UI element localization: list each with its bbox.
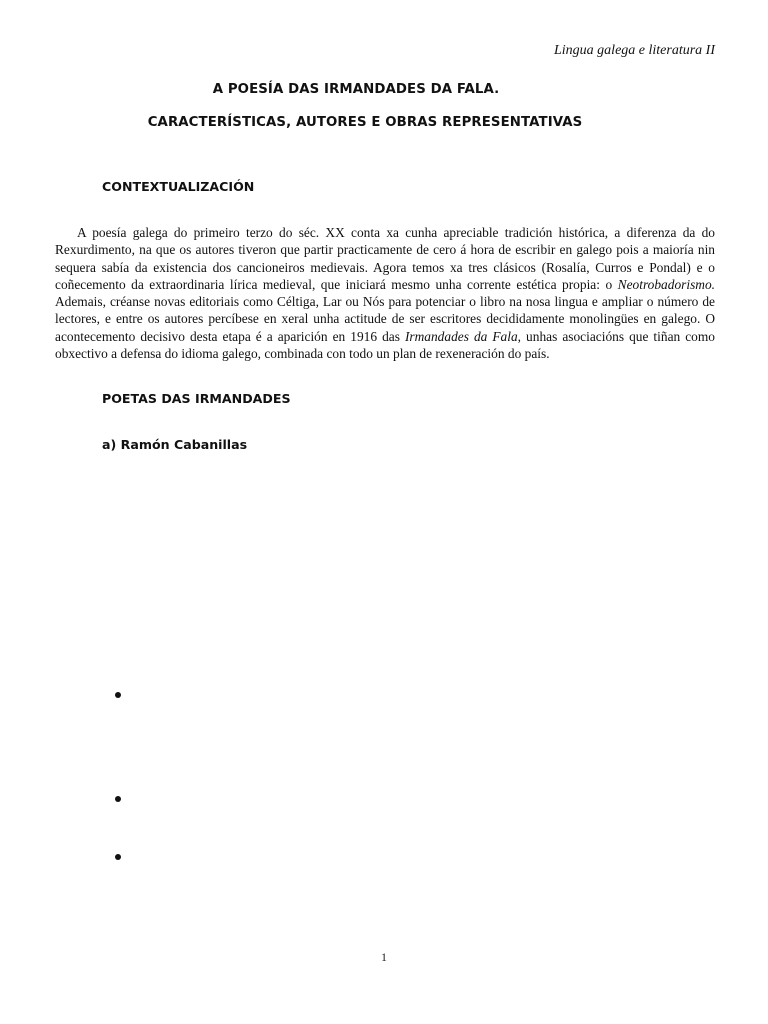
italic-neotrobadorismo: Neotrobadorismo. [617, 276, 715, 292]
context-paragraph [55, 224, 715, 362]
paragraph-text-3: , unhas asociacións que tiñan como obxectivo a defensa do idioma galego, combinada con todo un plan de rexeneración do país. [55, 328, 715, 362]
paragraph-text-1: A poesía galega do primeiro terzo do séc. XX conta xa cunha apreciable tradición histórica, a diferenza da do Rexurdimento, na que os autores tiveron que partir practicamente de cero á hora de escribir en galego pois a maioría nin sequera sabía da existencia dos cancioneiros medievais. Agora temos xa tres clásicos (Rosalía, Curros e Pondal) e o coñecemento da extraordinaria lírica medieval, que iniciará mesmo unha corrente estética propia: o [55, 225, 715, 292]
document-subtitle: CARACTERÍSTICAS, AUTORES E OBRAS REPRESENTATIVAS [147, 115, 583, 130]
bullet-point [115, 796, 121, 802]
page-number: 1 [381, 950, 387, 964]
section-heading-poetas: POETAS DAS IRMANDADES [102, 391, 291, 406]
section-heading-contextualizacion: CONTEXTUALIZACIÓN [102, 179, 255, 194]
subsection-heading-ramon-cabanillas: a) Ramón Cabanillas [102, 437, 248, 452]
italic-irmandades: Irmandades da Fala [404, 328, 518, 344]
bullet-point [115, 692, 121, 698]
bullet-point [115, 854, 121, 860]
running-header: Lingua galega e literatura II [554, 43, 715, 58]
document-title: A POESÍA DAS IRMANDADES DA FALA. [212, 82, 500, 97]
paragraph-text-2: Ademais, créanse novas editoriais como Céltiga, Lar ou Nós para potenciar o libro na nosa lingua e ampliar o número de lectores, e entre os autores percíbese en xeral unha actitude de ser escritores decididamente monolingües en galego. O acontecemento decisivo desta etapa é a aparición en 1916 das [55, 294, 715, 344]
